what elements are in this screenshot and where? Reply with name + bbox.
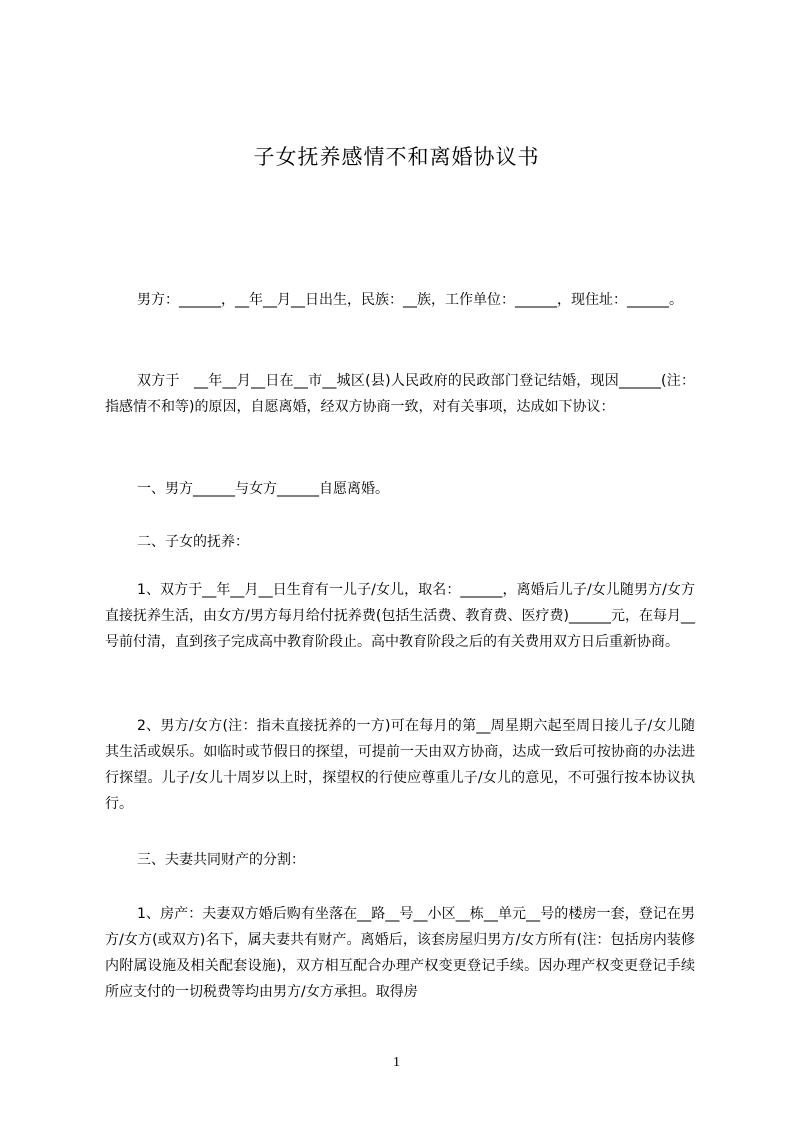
paragraph-marriage-info: 双方于 __年__月__日在__市__城区(县)人民政府的民政部门登记结婚，现因______(注：指感情不和等)的原因，自愿离婚，经双方协商一致，对有关事项，达成如下协议：: [105, 373, 695, 415]
clause-2-item-1: 1、双方于__年__月__日生育有一儿子/女儿，取名：______，离婚后儿子/女儿随男方/女方直接抚养生活，由女方/男方每月给付抚养费(包括生活费、教育费、医疗费)______元，在每月__号前付清，直到孩子完成高中教育阶段止。高中教育阶段之后的有关费用双方日后重新协商。: [105, 582, 695, 650]
document-title: 子女抚养感情不和离婚协议书: [253, 145, 540, 169]
paragraph-party-info: 男方：______，__年__月__日出生，民族：__族，工作单位：______，现住址：______。: [137, 292, 683, 308]
clause-3-item-1: 1、房产：夫妻双方婚后购有坐落在__路__号__小区__栋__单元__号的楼房一套，登记在男方/女方(或双方)名下，属夫妻共有财产。离婚后，该套房屋归男方/女方所有(注：包括房内装修内附属设施及相关配套设施)，双方相互配合办理产权变更登记手续。因办理产权变更登记手续所应支付的一切税费等均由男方/女方承担。取得房: [105, 906, 695, 1000]
clause-3-heading: 三、夫妻共同财产的分割：: [137, 852, 305, 868]
clause-2-item-2: 2、男方/女方(注：指未直接抚养的一方)可在每月的第__周星期六起至周日接儿子/女儿随其生活或娱乐。如临时或节假日的探望，可提前一天由双方协商，达成一致后可按协商的办法进行探望。儿子/女儿十周岁以上时，探望权的行使应尊重儿子/女儿的意见，不可强行按本协议执行。: [105, 718, 695, 812]
page-number: 1: [393, 1055, 400, 1070]
clause-1-divorce: 一、男方______与女方______自愿离婚。: [137, 481, 389, 497]
clause-2-heading: 二、子女的抚养：: [137, 534, 249, 550]
